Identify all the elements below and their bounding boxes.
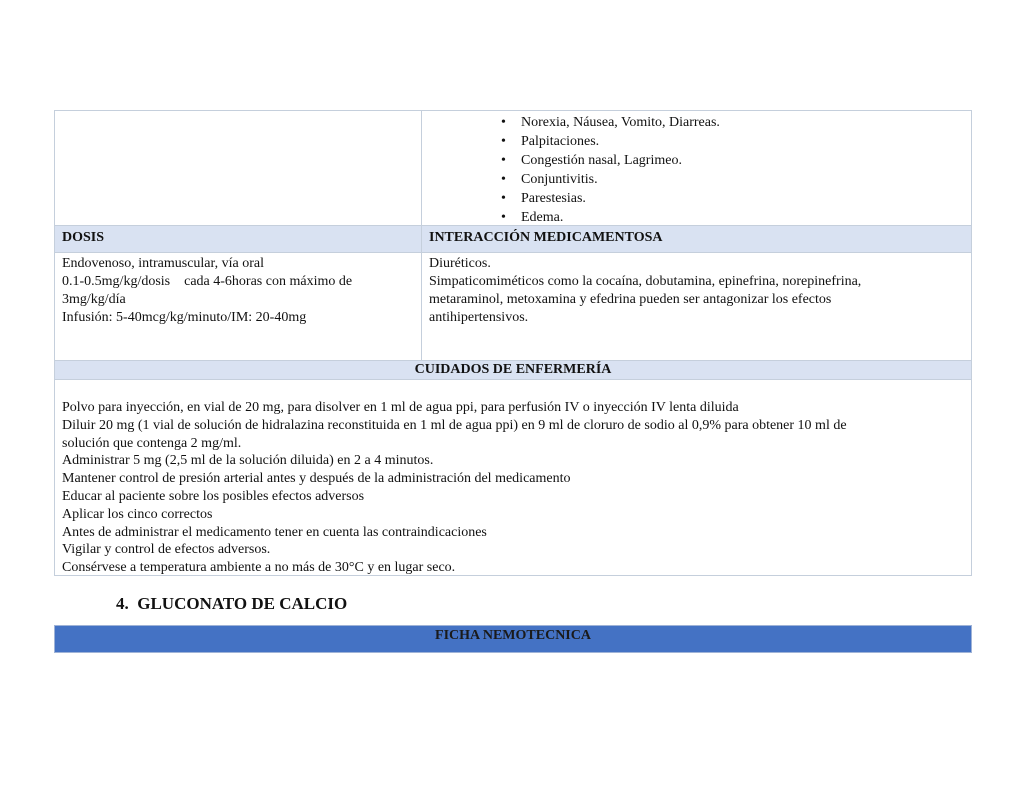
dosis-line: 0.1-0.5mg/kg/dosis cada 4-6horas con máximo de: [62, 274, 353, 289]
interaction-text: [429, 255, 959, 327]
list-item: • Palpitaciones.: [475, 132, 720, 151]
list-item: • Edema.: [475, 208, 720, 227]
row-divider: [55, 225, 971, 226]
interaction-line: Simpaticomiméticos como la cocaína, dobutamina, epinefrina, norepinefrina,: [429, 274, 862, 289]
dosis-line: Endovenoso, intramuscular, vía oral: [62, 256, 264, 271]
dosis-line: 3mg/kg/día: [62, 292, 126, 307]
interaction-line: Diuréticos.: [429, 256, 491, 271]
dosis-header: DOSIS: [62, 230, 105, 245]
section-number: 4.: [116, 594, 129, 613]
care-line: Mantener control de presión arterial antes y después de la administración del medicamento: [62, 471, 571, 487]
dosis-text: [62, 255, 416, 327]
section-heading: [116, 594, 347, 614]
row-divider: [55, 379, 971, 380]
row-divider: [55, 252, 971, 253]
care-line: Aplicar los cinco correctos: [62, 506, 213, 522]
ficha-header-bar: [54, 625, 972, 653]
adverse-effects-list: [475, 113, 720, 227]
care-line: Administrar 5 mg (2,5 ml de la solución diluida) en 2 a 4 minutos.: [62, 453, 434, 469]
care-line: Vigilar y control de efectos adversos.: [62, 542, 271, 558]
effects-row: [55, 111, 971, 225]
row-divider: [55, 360, 971, 361]
list-item: • Congestión nasal, Lagrimeo.: [475, 151, 720, 170]
ficha-title: FICHA NEMOTECNICA: [435, 628, 591, 643]
nursing-care-content-row: [55, 379, 971, 575]
care-line: Antes de administrar el medicamento tener en cuenta las contraindicaciones: [62, 524, 487, 540]
care-line: Polvo para inyección, en vial de 20 mg, para disolver en 1 ml de agua ppi, para perfusión IV o inyección IV lenta diluida: [62, 400, 739, 415]
list-item: • Conjuntivitis.: [475, 170, 720, 189]
dosis-interaction-content-row: [55, 252, 971, 360]
section-title-text: GLUCONATO DE CALCIO: [137, 594, 348, 613]
nursing-care-header: CUIDADOS DE ENFERMERÍA: [414, 362, 612, 377]
interaction-header: INTERACCIÓN MEDICAMENTOSA: [429, 230, 663, 245]
dosis-interaction-header-row: [55, 225, 971, 252]
list-item: • Parestesias.: [475, 189, 720, 208]
care-line: Educar al paciente sobre los posibles efectos adversos: [62, 488, 365, 504]
care-line: Consérvese a temperatura ambiente a no más de 30°C y en lugar seco.: [62, 560, 456, 576]
dosis-line: Infusión: 5-40mcg/kg/minuto/IM: 20-40mg: [62, 310, 307, 325]
drug-info-table: [54, 110, 972, 576]
care-line: solución que contenga 2 mg/ml.: [62, 435, 242, 451]
interaction-line: metaraminol, metoxamina y efedrina pueden ser antagonizar los efectos: [429, 292, 832, 307]
interaction-line: antihipertensivos.: [429, 310, 529, 325]
care-line: Diluir 20 mg (1 vial de solución de hidralazina reconstituida en 1 ml de agua ppi) en 9 ml de cloruro de sodio al 0,9% para obtener 10 ml de: [62, 417, 847, 433]
nursing-care-header-row: [55, 360, 971, 379]
nursing-care-text: [62, 399, 962, 577]
list-item: • Norexia, Náusea, Vomito, Diarreas.: [475, 113, 720, 132]
column-divider: [421, 111, 422, 360]
